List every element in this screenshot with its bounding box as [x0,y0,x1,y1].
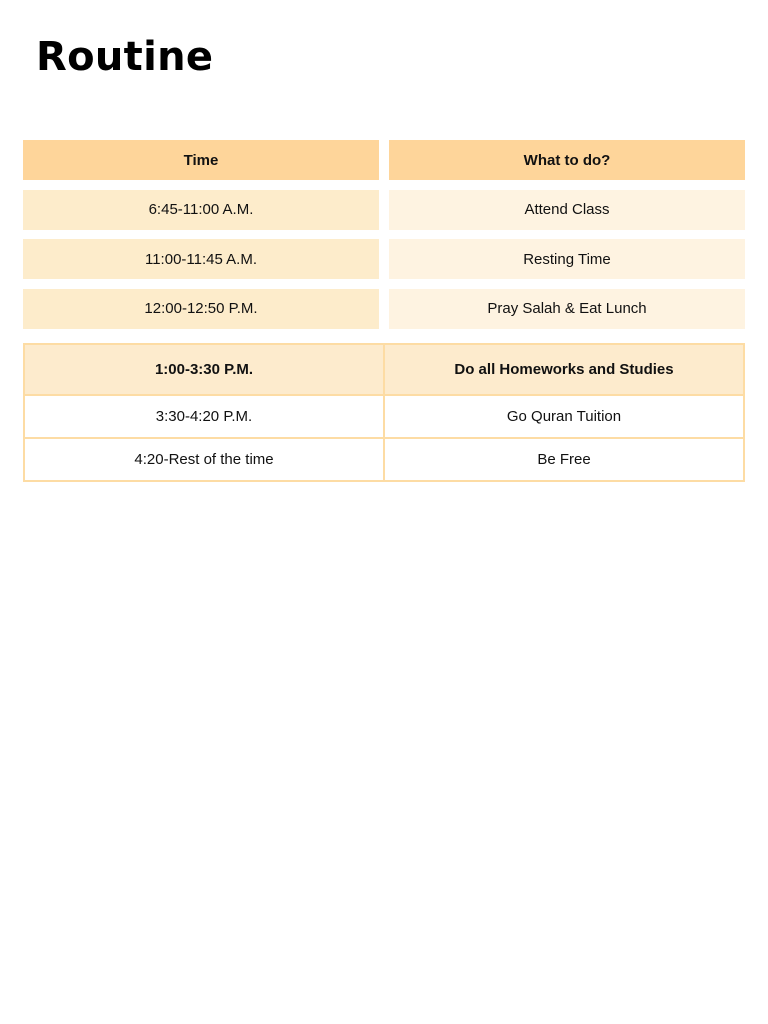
table-row [24,395,744,438]
header-time: Time [23,140,379,180]
afternoon-table [23,343,745,482]
time-cell: 6:45-11:00 A.M. [23,190,379,230]
task-cell: Be Free [384,438,744,481]
afternoon-header-row [24,344,744,395]
time-cell: 3:30-4:20 P.M. [24,395,384,438]
task-cell: Do all Homeworks and Studies [384,344,744,395]
schedule-table [23,140,745,338]
task-cell: Pray Salah & Eat Lunch [389,289,745,329]
task-cell: Go Quran Tuition [384,395,744,438]
time-cell: 12:00-12:50 P.M. [23,289,379,329]
time-cell: 1:00-3:30 P.M. [24,344,384,395]
time-cell: 4:20-Rest of the time [24,438,384,481]
task-cell: Resting Time [389,239,745,279]
page-title: Routine [36,34,214,80]
table-row [23,289,745,329]
table-header-row [23,140,745,180]
table-row [24,438,744,481]
header-what-to-do: What to do? [389,140,745,180]
time-cell: 11:00-11:45 A.M. [23,239,379,279]
table-row [23,239,745,279]
task-cell: Attend Class [389,190,745,230]
table-row [23,190,745,230]
